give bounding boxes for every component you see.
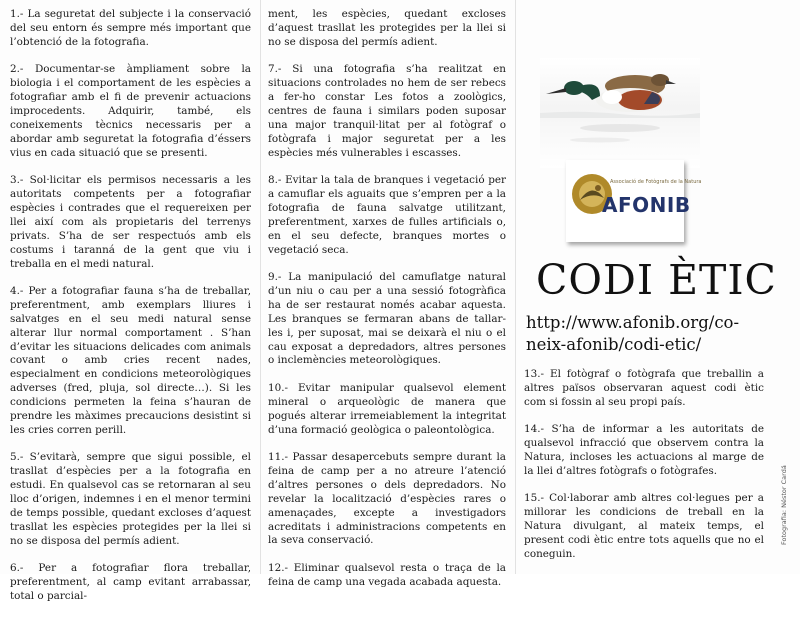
code-item-9: 9.- La manipulació del camuflatge natural d’un niu o cau per a una sessió fotogràfica ha de ser restaurat només acabar aquesta. Les branques se fermaran abans de tallar-les i, per suposat, mai se deixarà el niu o el cau exposat a depredadors, altres persones o inclemències meteorològiques. [268,271,506,367]
column-3 [524,368,764,575]
website-url[interactable] [526,312,766,356]
column-divider [260,0,261,574]
code-item-4: 4.- Per a fotografiar fauna s’ha de treballar, preferentment, amb exemplars lliures i salvatges en el seu medi natural sense alterar llur normal comportament . S’han d’evitar les situacions delicades com animals covant o amb cries recent nades, especialment en condicions meteorològiques adverses (fred, pluja, sol directe…). Si les condicions permeten la feina s’hauran de prendre les màximes precaucions desistint si les cries corren perill. [10,284,251,436]
page-title: CODI ÈTIC [536,256,777,304]
photo-credit: Fotografia: Néstor Cardá [780,465,788,545]
code-item-12: 12.- Eliminar qualsevol resta o traça de la feina de camp una vegada acabada aquesta. [268,561,506,588]
code-item-6-continuation: ment, les espècies, quedant excloses d’aquest trasllat les protegides per la llei si no se disposa del permís adient. [268,8,506,48]
code-item-5: 5.- S’evitarà, sempre que sigui possible, el trasllat d’espècies per a la fotografia en estudi. En qualsevol cas se retornaran al seu lloc d’origen, indemnes i en el menor termini de temps possible, quedant excloses d’aquest trasllat les espècies protegides per la llei si no se disposa del permís adient. [10,451,251,547]
code-item-15: 15.- Col·laborar amb altres col·legues per a millorar les condicions de treball en la Natura divulgant, al mateix temps, el present codi ètic entre tots aquells que no el coneguin. [524,492,764,560]
url-line-1: http://www.afonib.org/co- [526,313,740,332]
code-item-13: 13.- El fotògraf o fotògrafa que treballin a altres països observaran aquest codi ètic com si fossin al seu propi país. [524,368,764,408]
column-1 [10,8,251,617]
duck-photo [540,58,700,168]
code-item-11: 11.- Passar desapercebuts sempre durant la feina de camp per a no atreure l’atenció d’altres persones o dels depredadors. No revelar la localització d’espècies rares o amenaçades, excepte a investigadors acreditats i administracions competents en la seva conservació. [268,450,506,547]
code-item-7: 7.- Si una fotografia s’ha realitzat en situacions controlades no hem de ser rebecs a fer-ho constar Les fotos a zoològics, centres de fauna i similars poden suposar una major tranquil·litat per al fotògraf o fotògrafa i major seguretat per a les espècies més vulnerables i escasses. [268,63,506,159]
code-item-3: 3.- Sol·licitar els permisos necessaris a les autoritats competents per a fotografiar espècies i contrades que el requereixen per llei així com als propietaris del terrenys privats. S’ha de ser respectuós amb els costums i taranná de la gent que viu i treballa en el medi natural. [10,174,251,270]
logo-tagline: Associació de Fotògrafs de la Natura [610,179,702,185]
code-item-14: 14.- S’ha de informar a les autoritats de qualsevol infracció que observem contra la Natura, incloses les actuacions al marge de la llei d’altres fotògrafs o fotògrafes. [524,423,764,477]
code-item-1: 1.- La seguretat del subjecte i la conservació del seu entorn és sempre més important que l’obtenció de la fotografia. [10,8,251,48]
column-2 [268,8,506,603]
code-item-10: 10.- Evitar manipular qualsevol element mineral o arqueològic de manera que pogués alterar irremeiablement la integritat d’una formació geològica o paleontològica. [268,381,506,436]
code-item-2: 2.- Documentar-se àmpliament sobre la biologia i el comportament de les espècies a fotografiar amb el fi de prevenir actuacions improcedents. Adquirir, també, els coneixements tècnics necessaris per a abordar amb seguretat la fotografia d’éssers vius en cada situació que se presenti. [10,63,251,159]
code-item-6-start: 6.- Per a fotografiar flora treballar, preferentment, al camp evitant arrabassar, total o parcial- [10,562,251,603]
logo-name: AFONIB [602,193,691,217]
afonib-logo [566,160,702,242]
column-divider [515,0,516,574]
code-item-8: 8.- Evitar la tala de branques i vegetació per a camuflar els aguaits que s’empren per a la fotografia de fauna salvatge utilitzant, preferentment, xarxes de fulles artificials o, en el seu defecte, branques mortes o vegetació seca. [268,174,506,256]
url-line-2: neix-afonib/codi-etic/ [526,335,702,354]
